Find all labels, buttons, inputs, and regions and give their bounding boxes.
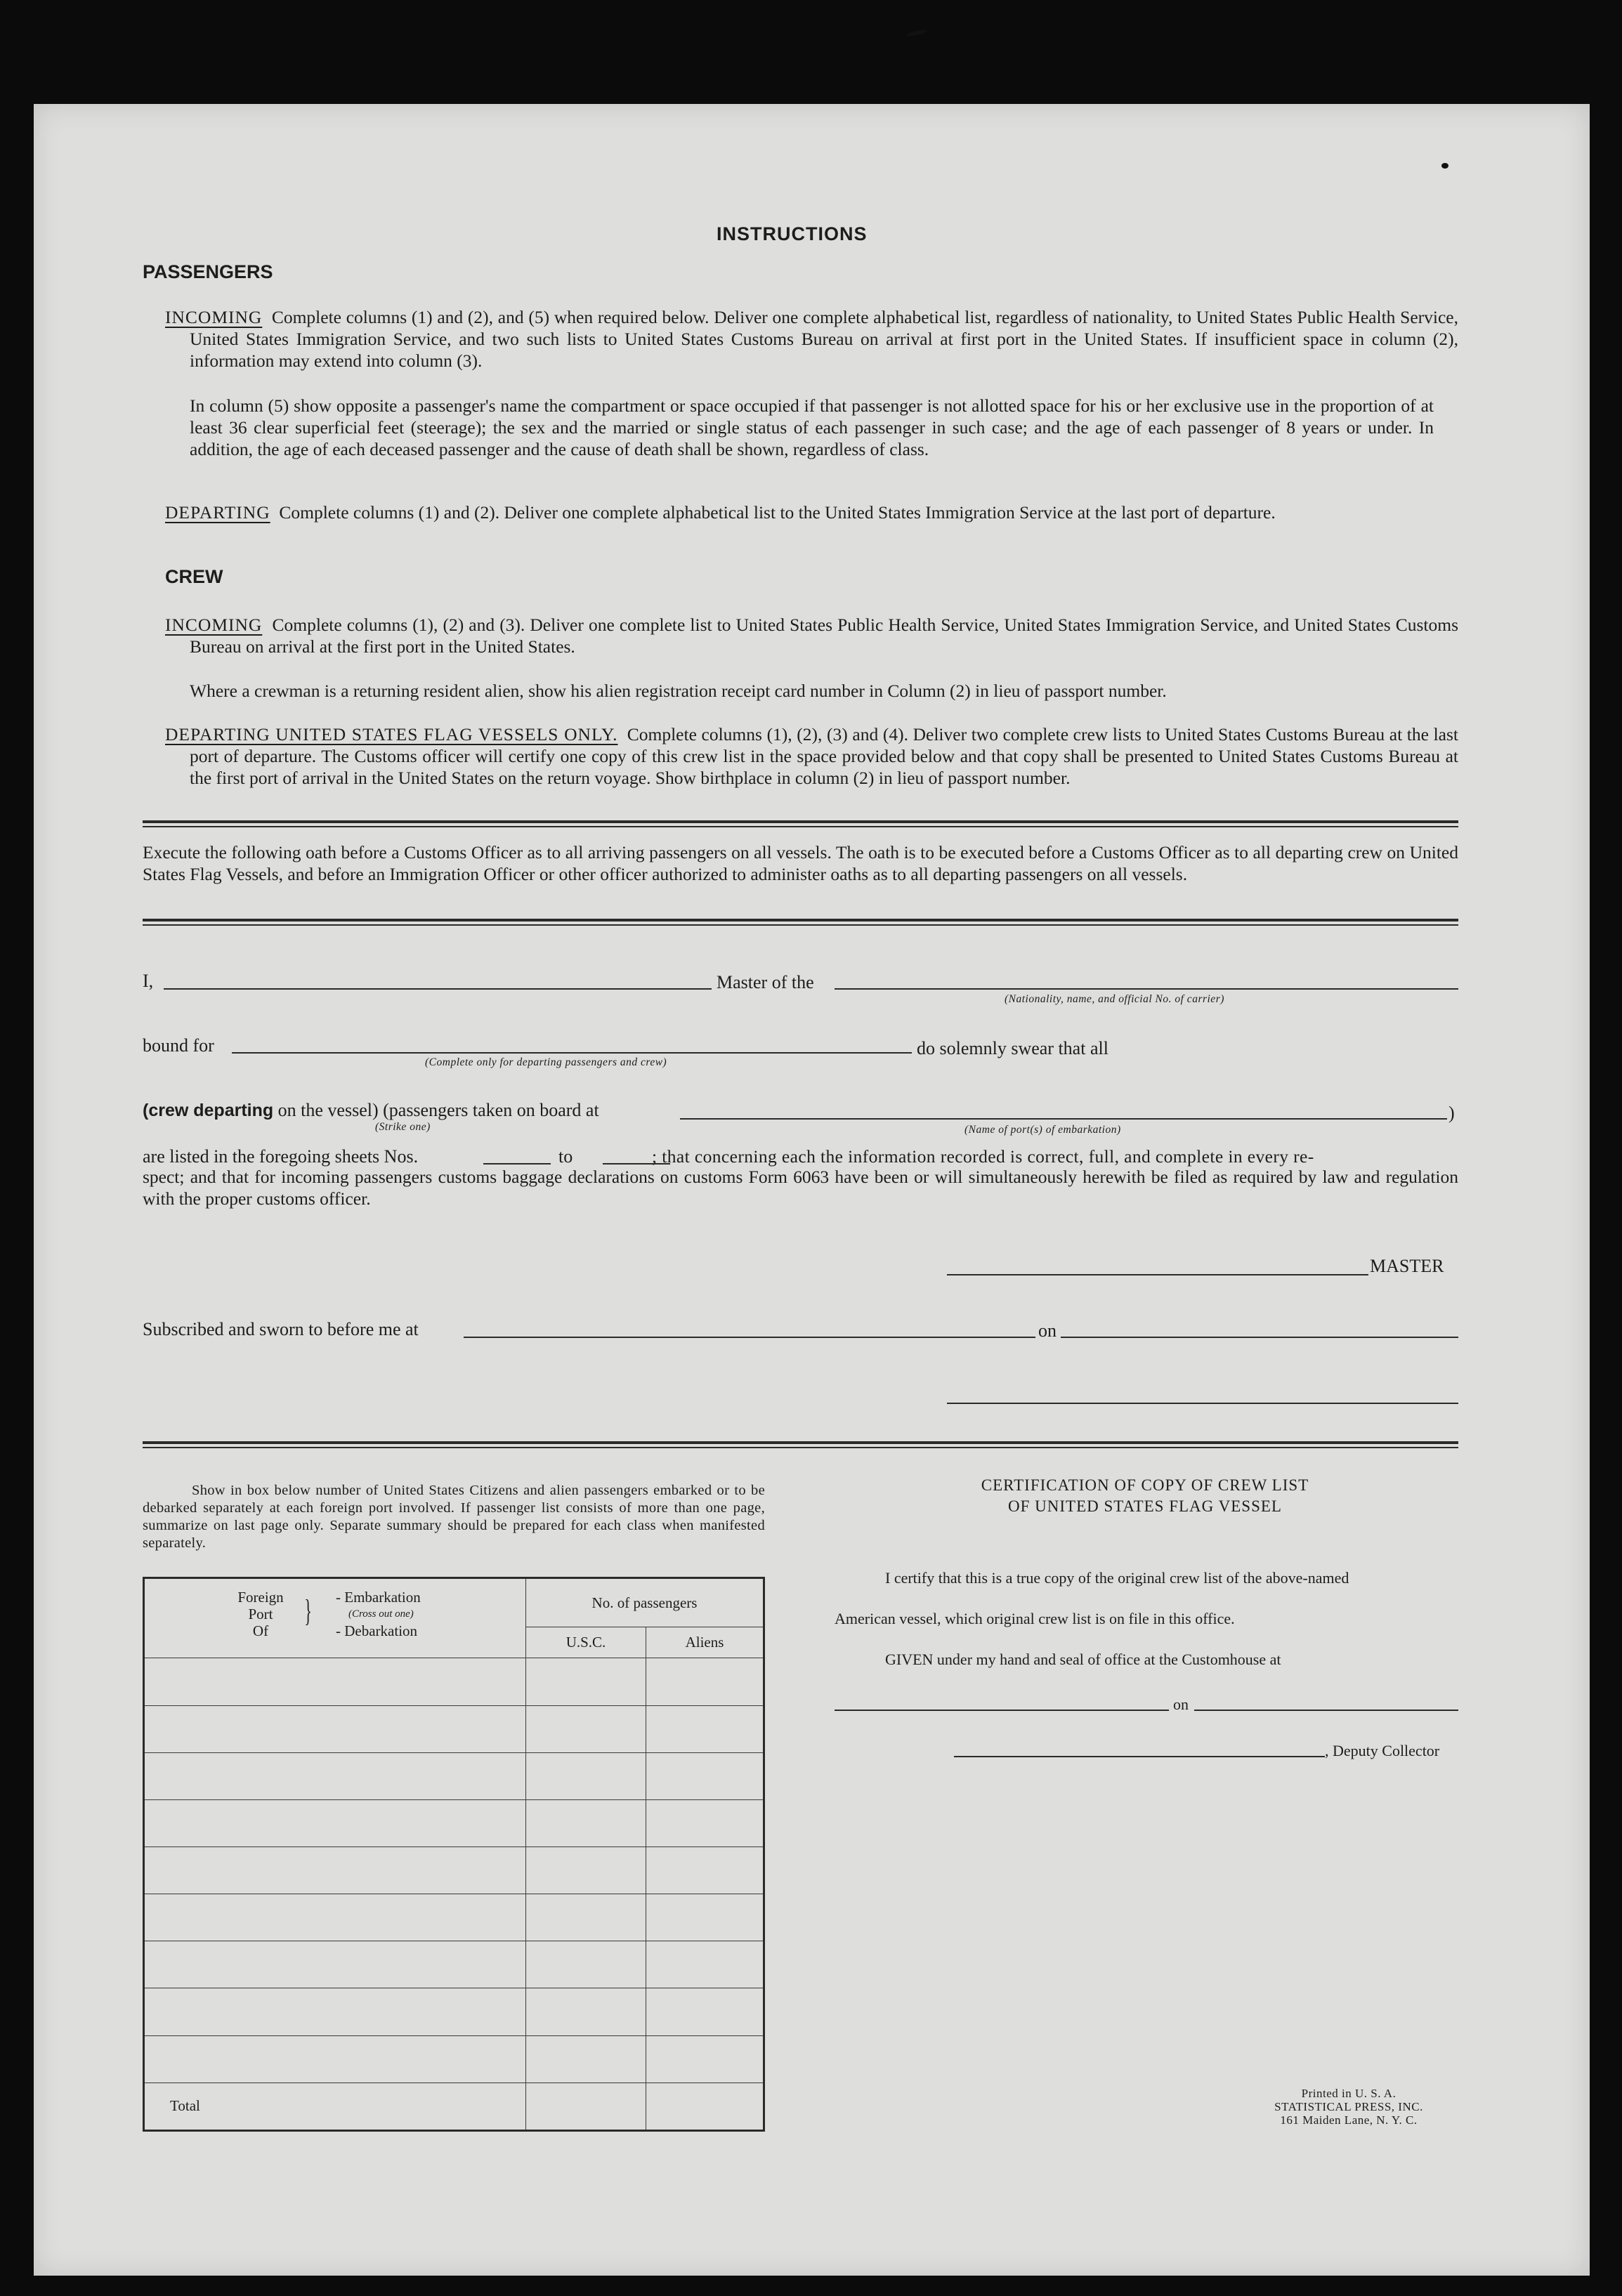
on-vessel-option[interactable]: on the vessel) (passengers taken on board at [277, 1100, 599, 1120]
brace-icon: } [304, 1594, 312, 1628]
cert-date-field[interactable] [1194, 1710, 1458, 1711]
cross-out-hint: (Cross out one) [348, 1608, 414, 1620]
crew-departing [165, 723, 1458, 789]
no-passengers-header: No. of passengers [526, 1578, 764, 1627]
usc-header: U.S.C. [526, 1627, 646, 1658]
listed-remainder: spect; and that for incoming passengers customs baggage declarations on customs Form 6063 have been or will simultaneously herewith be filed as required by law and regulation with the proper customs officer. [143, 1167, 1458, 1209]
customhouse-field[interactable] [835, 1710, 1169, 1711]
master-signature-field[interactable] [947, 1274, 1368, 1275]
given-line: GIVEN under my hand and seal of office at the Customhouse at [885, 1651, 1281, 1668]
embarkation-port-field[interactable] [680, 1118, 1447, 1120]
total-row[interactable] [144, 2082, 764, 2130]
table-row[interactable] [144, 1658, 764, 1705]
listed-to: to [558, 1146, 573, 1167]
port-hint: (Name of port(s) of embarkation) [964, 1124, 1121, 1136]
printer-line-2: STATISTICAL PRESS, INC. [1274, 2100, 1423, 2113]
passengers-incoming-text: Complete columns (1) and (2), and (5) when required below. Deliver one complete alphabetical list, regardless of nationality, to United States Public Health Service, United States Immigration Service, and two such lists to United States Customs Bureau on arrival at first port in the United States. If insufficient space in column (2), information may extend into column (3). [190, 307, 1459, 371]
aliens-header: Aliens [646, 1627, 764, 1658]
listed-sheets: are listed in the foregoing sheets Nos. [143, 1146, 419, 1167]
printer-line-3: 161 Maiden Lane, N. Y. C. [1280, 2113, 1418, 2127]
printer-line-1: Printed in U. S. A. [1301, 2087, 1397, 2100]
resident-alien-note: Where a crewman is a returning resident alien, show his alien registration receipt card number in Column (2) in lieu of passport number. [190, 681, 1167, 701]
table-row[interactable] [144, 1988, 764, 2035]
passenger-summary-table [143, 1577, 765, 2132]
of-label: Of [252, 1622, 269, 1639]
cert-title-1: CERTIFICATION OF COPY OF CREW LIST [981, 1476, 1309, 1494]
officer-signature-field[interactable] [947, 1403, 1458, 1404]
table-row[interactable] [144, 1705, 764, 1752]
column5-note: In column (5) show opposite a passenger's name the compartment or space occupied if that passenger is not allotted space for his or her exclusive use in the proportion of at least 36 clear superficial feet (steerage); the sex and the married or single status of each passenger in such case; and the age of each passenger of 8 years or under. In addition, the age of each deceased passenger and the cause of death shall be shown, regardless of class. [190, 395, 1434, 459]
oath-bound-for: bound for [143, 1035, 214, 1056]
passengers-heading: PASSENGERS [143, 261, 273, 282]
passengers-incoming [165, 306, 1458, 372]
crew-incoming [165, 614, 1458, 657]
crew-departing-text: Complete columns (1), (2), (3) and (4). Deliver two complete crew lists to United States Customs Bureau at the last port of departure. The Customs officer will certify one copy of this crew list in the space provided below and that copy shall be presented to United States Customs Bureau at the first port of arrival in the United States on the return voyage. Show birthplace in column (2) in lieu of passport number. [190, 724, 1458, 788]
page-title: INSTRUCTIONS [717, 223, 868, 244]
crew-departing-head: DEPARTING UNITED STATES FLAG VESSELS ONLY. [165, 724, 618, 744]
crew-incoming-head: INCOMING [165, 615, 263, 635]
master-name-field[interactable] [164, 988, 712, 990]
oath-i: I, [143, 971, 154, 991]
oath-instruction: Execute the following oath before a Customs Officer as to all arriving passengers on all vessels. The oath is to be executed before a Customs Officer as to all departing crew on United States Flag Vessels, and before an Immigration Officer or other officer authorized to administer oaths as to all departing passengers on all vessels. [143, 842, 1458, 884]
master-label: MASTER [1370, 1256, 1444, 1276]
total-label: Total [144, 2082, 526, 2130]
sworn-on: on [1038, 1320, 1057, 1341]
close-paren: ) [1448, 1103, 1455, 1123]
port-label: Port [248, 1606, 273, 1622]
debarkation-option[interactable]: - Debarkation [336, 1622, 418, 1639]
oath-crew-line [143, 1100, 599, 1121]
table-row[interactable] [144, 1894, 764, 1941]
embarkation-option[interactable]: - Embarkation [336, 1589, 421, 1606]
subscribed-text: Subscribed and sworn to before me at [143, 1319, 419, 1339]
certify-line-1: I certify that this is a true copy of the original crew list of the above-named [885, 1569, 1349, 1587]
table-row[interactable] [144, 1799, 764, 1846]
complete-only-hint: (Complete only for departing passengers and crew) [425, 1056, 667, 1068]
deputy-collector: , Deputy Collector [1325, 1742, 1440, 1759]
sheet-from-field[interactable] [483, 1163, 551, 1165]
nationality-hint: (Nationality, name, and official No. of carrier) [1005, 993, 1224, 1005]
speck [1441, 163, 1448, 169]
destination-field[interactable] [232, 1052, 912, 1054]
sworn-date-field[interactable] [1061, 1337, 1458, 1338]
oath-swear: do solemnly swear that all [917, 1038, 1108, 1058]
certification-title [836, 1475, 1454, 1517]
cert-title-2: OF UNITED STATES FLAG VESSEL [1008, 1497, 1282, 1515]
double-rule [143, 820, 1458, 827]
passengers-departing-head: DEPARTING [165, 502, 270, 523]
box-instructions: Show in box below number of United States Citizens and alien passengers embarked or to be debarked separately at each foreign port involved. If passenger list consists of more than one page, summarize on last page only. Separate summary should be prepared for each class when manifested separately. [143, 1483, 765, 1551]
passengers-departing [165, 501, 1458, 523]
oath-master-of: Master of the [717, 972, 814, 992]
certify-line-2: American vessel, which original crew list is on file in this office. [835, 1610, 1235, 1627]
passengers-departing-text: Complete columns (1) and (2). Deliver one complete alphabetical list to the United States Immigration Service at the last port of departure. [279, 502, 1276, 523]
port-header-cell [144, 1578, 526, 1658]
strike-one-hint: (Strike one) [375, 1121, 431, 1133]
crew-incoming-text: Complete columns (1), (2) and (3). Deliver one complete list to United States Public Health Service, United States Immigration Service, and United States Customs Bureau on arrival at the first port in the United States. [190, 615, 1459, 657]
printer-imprint [1222, 2087, 1475, 2127]
crew-heading: CREW [165, 566, 223, 587]
listed-cont: ; that concerning each the information recorded is correct, full, and complete in every re- [652, 1146, 1314, 1167]
table-row[interactable] [144, 1847, 764, 1894]
cert-on: on [1173, 1695, 1189, 1713]
sworn-place-field[interactable] [464, 1337, 1035, 1338]
crew-departing-option[interactable]: (crew departing [143, 1101, 274, 1120]
foreign-label: Foreign [237, 1589, 284, 1606]
deputy-signature-field[interactable] [954, 1756, 1325, 1757]
speck [906, 29, 928, 37]
double-rule [143, 1441, 1458, 1448]
table-row[interactable] [144, 2035, 764, 2082]
carrier-field[interactable] [835, 988, 1458, 990]
passengers-incoming-head: INCOMING [165, 307, 263, 327]
double-rule [143, 919, 1458, 926]
table-row[interactable] [144, 1752, 764, 1799]
table-row[interactable] [144, 1941, 764, 1988]
